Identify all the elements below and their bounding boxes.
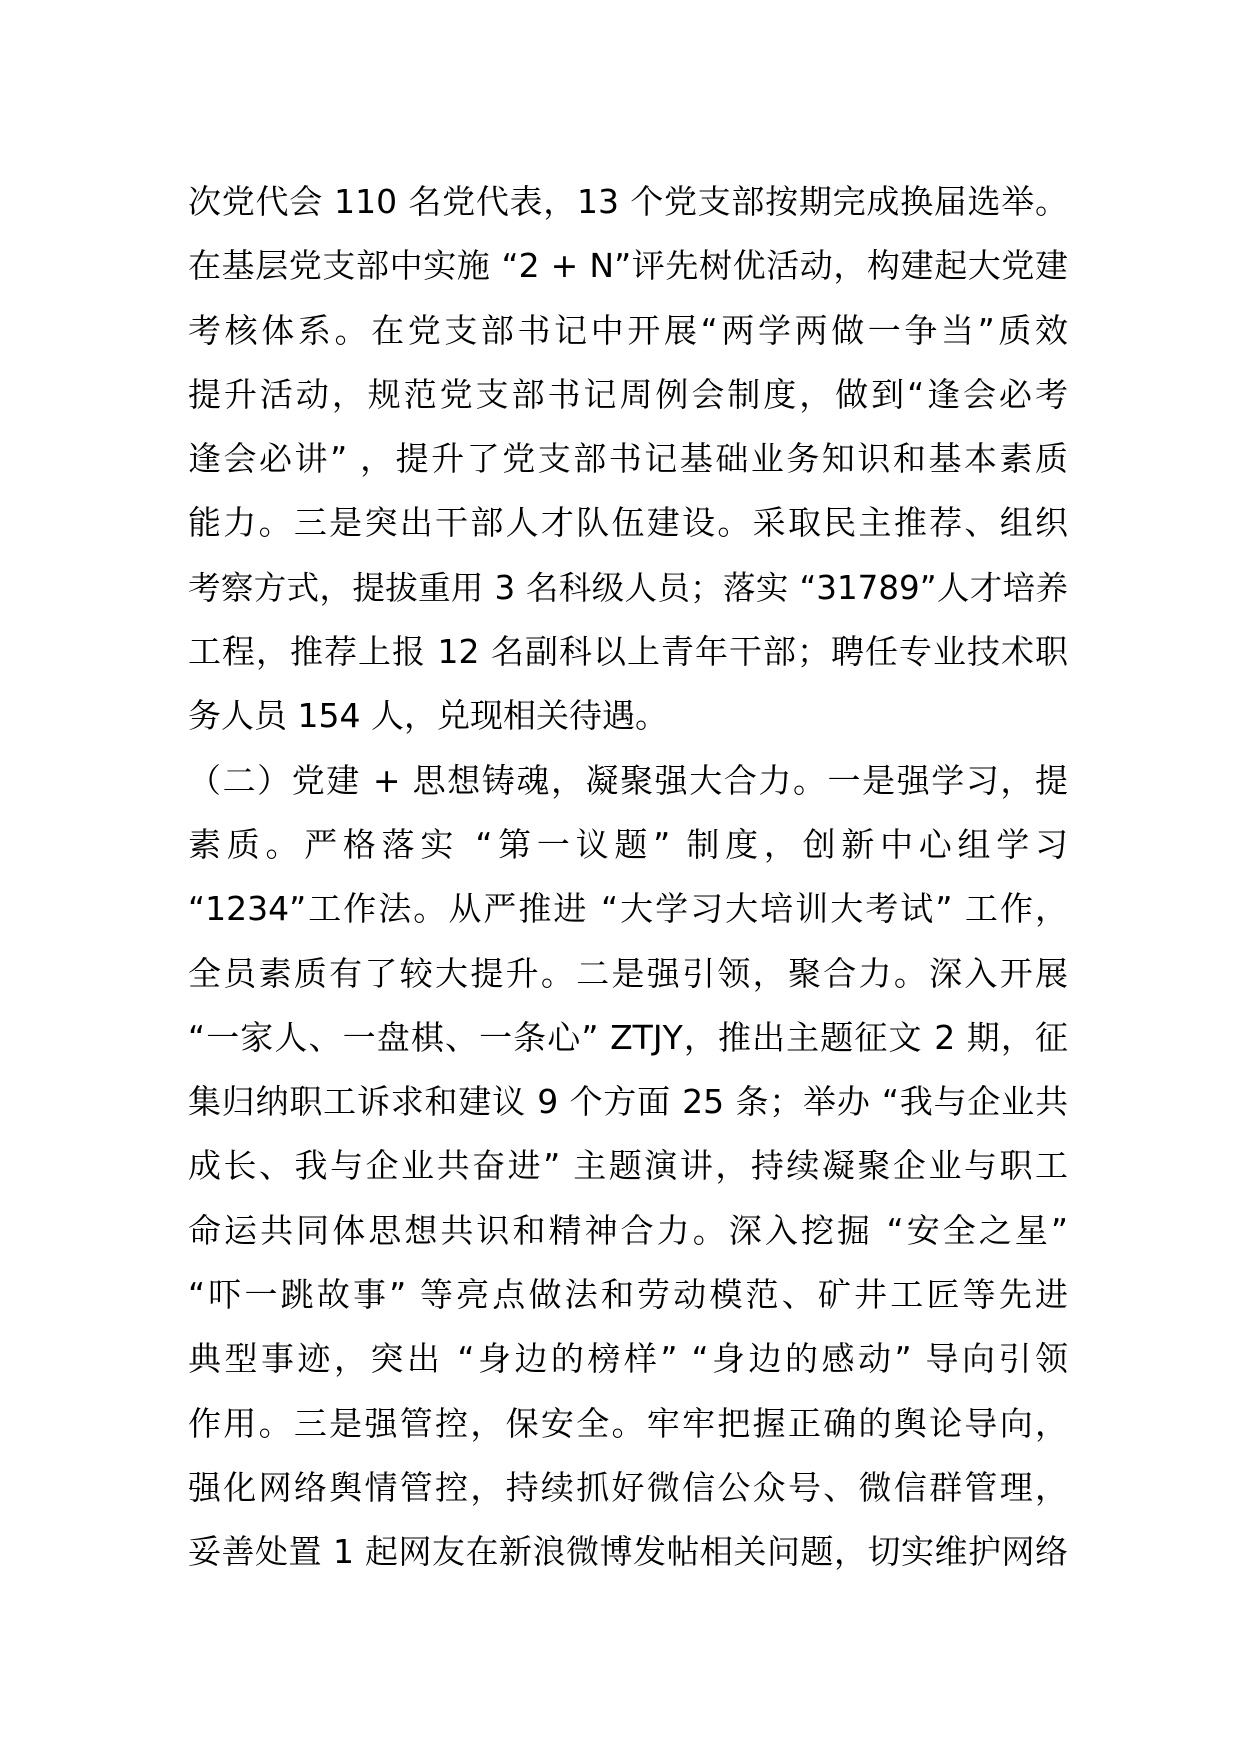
section-heading-line: （二）党建 + 思想铸魂，凝聚强大合力。一是强学习，提 (188, 760, 1068, 800)
text-line: 提升活动，规范党支部书记周例会制度，做到“逢会必考 (188, 374, 1068, 414)
text-line: 考察方式，提拔重用 3 名科级人员；落实 “31789”人才培养 (188, 568, 1068, 607)
text-line: 素质。严格落实 “第一议题” 制度，创新中心组学习 (188, 824, 1068, 864)
text-line: 命运共同体思想共识和精神合力。深入挖掘 “安全之星” (188, 1210, 1068, 1250)
text-line: 典型事迹，突出 “身边的榜样” “身边的感动” 导向引领 (188, 1339, 1068, 1379)
text-line: 考核体系。在党支部书记中开展“两学两做一争当”质效 (188, 310, 1068, 350)
text-line: 集归纳职工诉求和建议 9 个方面 25 条；举办 “我与企业共 (188, 1082, 1068, 1122)
text-line: 次党代会 110 名党代表，13 个党支部按期完成换届选举。 (188, 182, 1068, 221)
text-line: “一家人、一盘棋、一条心” ZTJY，推出主题征文 2 期，征 (188, 1017, 1068, 1057)
text-line: “吓一跳故事” 等亮点做法和劳动模范、矿井工匠等先进 (188, 1275, 1068, 1315)
paragraph-end-line: 务人员 154 人，兑现相关待遇。 (188, 696, 668, 736)
text-line: 作用。三是强管控，保安全。牢牢把握正确的舆论导向， (188, 1403, 1068, 1443)
text-line: 全员素质有了较大提升。二是强引领，聚合力。深入开展 (188, 953, 1068, 993)
text-line: 能力。三是突出干部人才队伍建设。采取民主推荐、组织 (188, 503, 1068, 543)
text-line: “1234”工作法。从严推进 “大学习大培训大考试” 工作， (188, 889, 1068, 929)
text-line: 在基层党支部中实施 “2 + N”评先树优活动，构建起大党建 (188, 246, 1068, 286)
body-text (188, 170, 1068, 1585)
text-line: 妥善处置 1 起网友在新浪微博发帖相关问题，切实维护网络 (188, 1532, 1068, 1572)
text-line: 工程，推荐上报 12 名副科以上青年干部；聘任专业技术职 (188, 632, 1068, 672)
text-line: 强化网络舆情管控，持续抓好微信公众号、微信群管理， (188, 1467, 1068, 1507)
text-line: 逢会必讲” ，提升了党支部书记基础业务知识和基本素质 (188, 439, 1068, 479)
text-line: 成长、我与企业共奋进” 主题演讲，持续凝聚企业与职工 (188, 1146, 1068, 1186)
